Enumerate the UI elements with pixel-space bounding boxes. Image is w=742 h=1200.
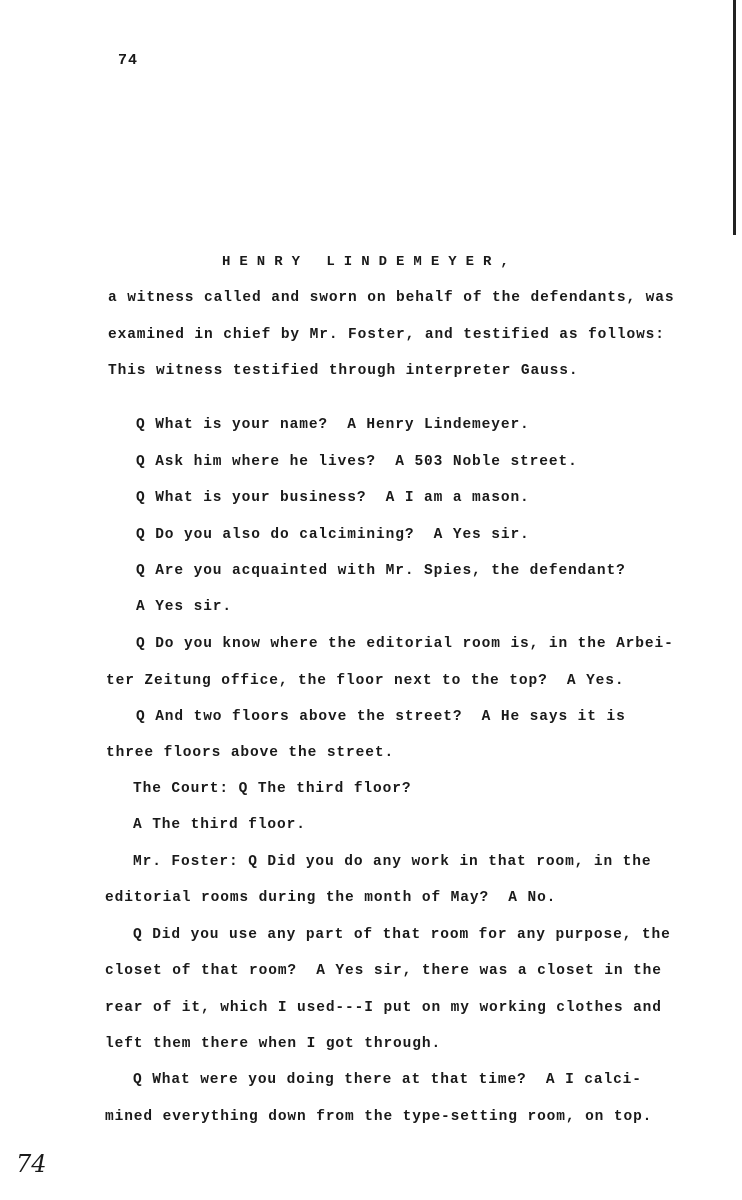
testimony-line: rear of it, which I used---I put on my working clothes and xyxy=(105,1000,662,1016)
testimony-line: closet of that room? A Yes sir, there was a closet in the xyxy=(105,963,662,979)
testimony-line: Q Do you know where the editorial room is, in the Arbei- xyxy=(136,636,674,652)
testimony-line: Q What is your name? A Henry Lindemeyer. xyxy=(136,417,530,433)
page-number: 74 xyxy=(118,52,139,69)
testimony-line: A Yes sir. xyxy=(136,599,233,615)
intro-line: examined in chief by Mr. Foster, and testified as follows: xyxy=(108,327,665,343)
testimony-line: Q And two floors above the street? A He says it is xyxy=(136,709,626,725)
testimony-line: Q Did you use any part of that room for any purpose, the xyxy=(133,927,671,943)
testimony-line: editorial rooms during the month of May? A No. xyxy=(105,890,557,906)
testimony-line: Q Ask him where he lives? A 503 Noble street. xyxy=(136,454,578,470)
testimony-line: mined everything down from the type-setting room, on top. xyxy=(105,1109,653,1125)
testimony-line: three floors above the street. xyxy=(106,745,395,761)
page-edge-mark xyxy=(733,0,736,235)
witness-name-heading: HENRY LINDEMEYER, xyxy=(222,254,518,270)
handwritten-page-number: 74 xyxy=(16,1150,47,1178)
testimony-line: Q What were you doing there at that time? A I calci- xyxy=(133,1072,642,1088)
testimony-line: Q What is your business? A I am a mason. xyxy=(136,490,530,506)
testimony-line: A The third floor. xyxy=(133,817,306,833)
testimony-line: left them there when I got through. xyxy=(105,1036,442,1052)
intro-line: This witness testified through interpreter Gauss. xyxy=(108,363,579,379)
testimony-line: The Court: Q The third floor? xyxy=(133,781,412,797)
testimony-line: Mr. Foster: Q Did you do any work in that room, in the xyxy=(133,854,652,870)
testimony-line: ter Zeitung office, the floor next to the top? A Yes. xyxy=(106,673,625,689)
testimony-line: Q Are you acquainted with Mr. Spies, the defendant? xyxy=(136,563,626,579)
intro-line: a witness called and sworn on behalf of the defendants, was xyxy=(108,290,675,306)
testimony-line: Q Do you also do calcimining? A Yes sir. xyxy=(136,527,530,543)
